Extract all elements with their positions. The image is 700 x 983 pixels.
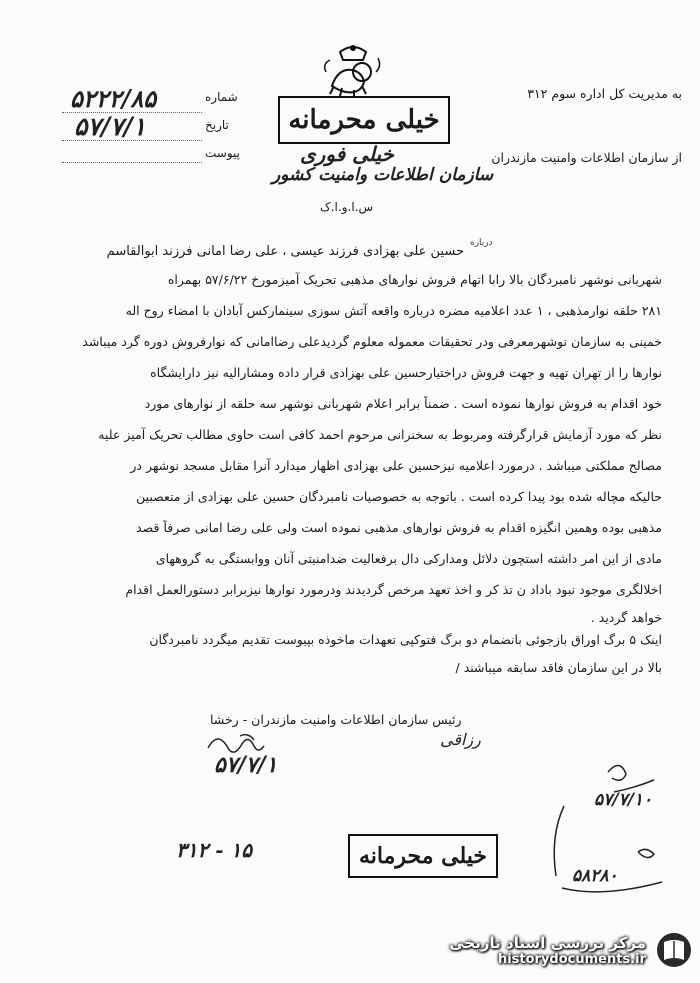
number-value: ۵۲۲۲/۸۵ [70, 84, 157, 113]
attachment-underline [62, 162, 202, 163]
sender-line: از سازمان اطلاعات وامنیت مازندران [491, 150, 682, 165]
top-stamp-overwrite: خیلی فوری [300, 142, 394, 166]
margin-date-note: ۵۷/۷/۱۰ [594, 790, 653, 810]
date-label: تاریخ [205, 118, 229, 132]
about-label: درباره [470, 238, 493, 248]
body-line-12: خواهد گردید . [590, 610, 662, 625]
bottom-reference-number: ۱۵ - ۳۱۲ [176, 838, 252, 862]
body-line-7: مصالح مملکتی میباشد . درمورد اعلامیه نیزحسین علی بهزادی اظهار میدارد آنرا مقابل مسجد نوشهر در [130, 458, 662, 473]
signature-date: ۵۷/۷/۱ [214, 752, 278, 778]
body-line-14: بالا در این سازمان فاقد سابقه میباشند / [455, 660, 662, 675]
watermark [424, 925, 694, 975]
body-line-11: اخلالگری موجود نبود باداد ن تذ کر و اخذ تعهد مرخص گردیدند ودرمورد نوارها نیزبرابر دستورالعمل اقدام [125, 582, 662, 597]
body-line-10: مادی از این امر داشته استچون دلائل ومدارکی دال برفعالیت ضدامنیتی آنان ووابستگی به گروههای [155, 551, 662, 566]
book-logo-icon [654, 930, 694, 970]
body-line-2: ۲۸۱ حلقه نوارمذهبی ، ۱ عدد اعلامیه مضره درباره واقعه آتش سوزی سینمارکس آبادان با امضاء روح اله [125, 303, 662, 318]
body-line-6: نظر که مورد آزمایش قرارگرفته ومربوط به سخنرانی مرحوم احمد کافی است حاوی مطالب تحریک آمیز علیه [98, 427, 662, 442]
organization-code: س.ا.و.ا.ک [320, 200, 374, 214]
body-line-3: خمینی به سازمان نوشهرمعرفی ودر تحقیقات معموله معلوم گردیدعلی رضاامانی که نوارفروش دوره گرد میباشد [82, 334, 662, 349]
watermark-url: historydocuments.ir [497, 951, 646, 967]
body-line-1: شهربانی نوشهر نامبردگان بالا رابا اتهام فروش نوارهای مذهبی تحریک آمیزمورخ ۵۷/۶/۲۲ بهمراه [167, 272, 662, 287]
margin-number-note: ۵۸۲۸۰ [572, 866, 618, 886]
body-line-8: حالیکه مچاله شده بود پیدا کرده است . باتوجه به خصوصیات نامبردگان حسین علی بهزادی از متعصبین [136, 489, 662, 504]
signatory-handwritten-name: رزاقی [440, 730, 481, 749]
body-line-9: مذهبی بوده وهمین انگیزه اقدام به فروش نوارهای مذهبی نموده است ولی علی رضا امانی صرفاً قصد [136, 520, 662, 535]
body-line-4: نوارها را از تهران تهیه و جهت فروش دراختیارحسین علی بهزادی قرار داده ومشارالیه نیز دارایشگاه [150, 365, 662, 380]
date-underline [62, 140, 202, 141]
subject-line: حسین علی بهزادی فرزند عیسی ، علی رضا امانی فرزند ابوالقاسم [106, 244, 464, 259]
attachment-label: پیوست [205, 146, 240, 160]
bottom-confidential-stamp: خیلی محرمانه [348, 834, 498, 878]
body-line-13: اینک ۵ برگ اوراق بازجوئی بانضمام دو برگ فتوکپی تعهدات ماخوذه بپیوست تقدیم میگردد نامبردگان [149, 632, 662, 647]
top-confidential-stamp: خیلی محرمانه [278, 96, 450, 144]
signatory-title: رئیس سازمان اطلاعات وامنیت مازندران - رخشا [210, 712, 462, 727]
watermark-name: مرکز بررسی اسناد تاریخی [449, 933, 646, 952]
crown-emblem-icon [318, 42, 388, 100]
recipient-line: به مدیریت کل اداره سوم ۳۱۲ [527, 86, 682, 101]
date-value: ۵۷/۷/۱ [74, 112, 146, 141]
body-line-5: خود اقدام به فروش نوارها نموده است . ضمناً برابر اعلام شهربانی نوشهر سه حلقه از نوارهای مورد [144, 396, 662, 411]
organization-name: سازمان اطلاعات وامنیت کشور [272, 165, 494, 185]
number-label: شماره [205, 90, 238, 104]
